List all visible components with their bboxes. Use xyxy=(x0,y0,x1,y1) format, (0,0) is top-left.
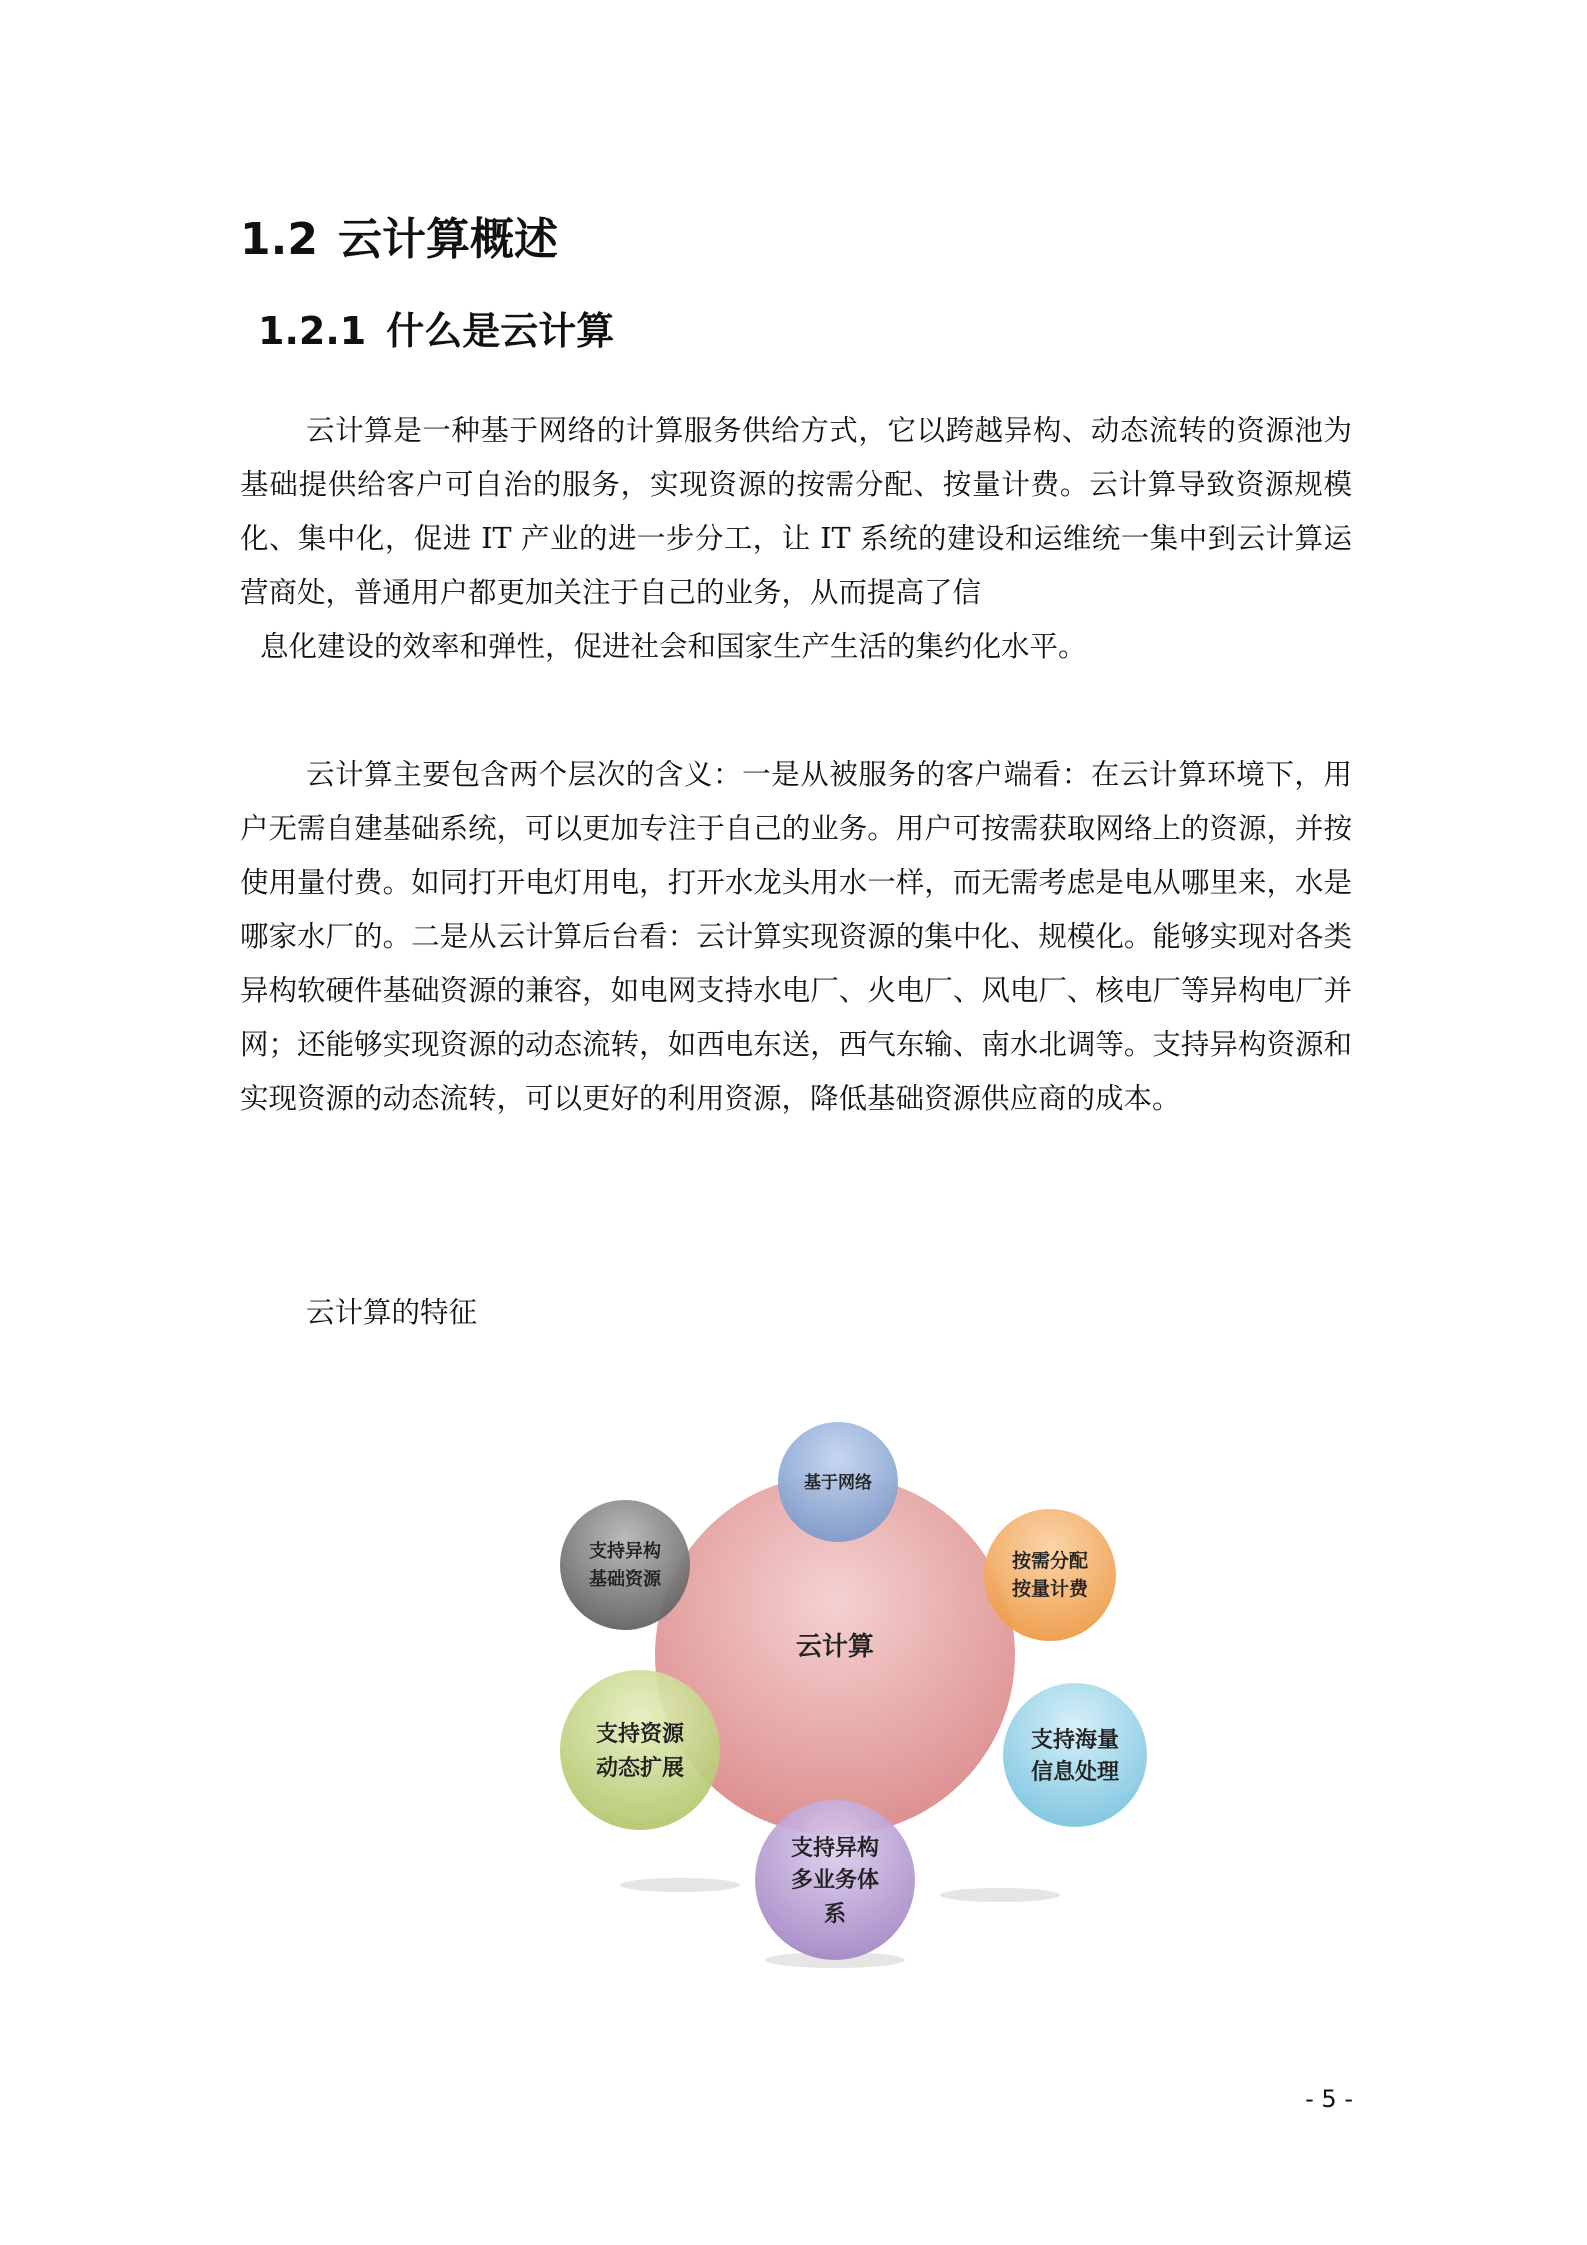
node-heterogeneous-base-label-2: 基础资源 xyxy=(589,1569,661,1590)
node-network-based-label: 基于网络 xyxy=(804,1473,872,1493)
node-heterogeneous-base xyxy=(560,1500,690,1630)
node-massive-info xyxy=(1003,1683,1147,1827)
node-massive-info-label-1: 支持海量 xyxy=(1030,1728,1120,1753)
paragraph-definition-body: 云计算是一种基于网络的计算服务供给方式，它以跨越异构、动态流转的资源池为基础提供给客户可自治的服务，实现资源的按需分配、按量计费。云计算导致资源规模化、集中化，促进 IT 产业的进一步分工，让 IT 系统的建设和运维统一集中到云计算运营商处，普通用户都更加关注于自己的业务，从而提高了信 xyxy=(240,414,1352,609)
section-title: 云计算概述 xyxy=(337,214,558,265)
subsection-number: 1.2.1 xyxy=(258,309,367,353)
node-multi-business-label-1: 支持异构 xyxy=(790,1836,880,1861)
cloud-features-diagram xyxy=(510,1415,1150,1975)
node-on-demand-label-2: 按量计费 xyxy=(1011,1578,1089,1600)
section-heading xyxy=(240,200,558,280)
paragraph-definition-last-line: 息化建设的效率和弹性，促进社会和国家生产生活的集约化水平。 xyxy=(260,630,1087,663)
node-on-demand xyxy=(984,1509,1116,1641)
node-heterogeneous-base-label-1: 支持异构 xyxy=(589,1541,661,1562)
subsection-title: 什么是云计算 xyxy=(386,309,615,353)
figure-caption: 云计算的特征 xyxy=(306,1296,478,1329)
center-label: 云计算 xyxy=(795,1632,875,1662)
node-multi-business-label-3: 系 xyxy=(823,1902,847,1927)
page-number: - 5 - xyxy=(1305,2085,1353,2113)
paragraph-definition xyxy=(240,404,1352,674)
node-dynamic-expansion-label-2: 动态扩展 xyxy=(595,1756,685,1781)
paragraph-meaning: 云计算主要包含两个层次的含义：一是从被服务的客户端看：在云计算环境下，用户无需自建基础系统，可以更加专注于自己的业务。用户可按需获取网络上的资源，并按使用量付费。如同打开电灯用电，打开水龙头用水一样，而无需考虑是电从哪里来，水是哪家水厂的。二是从云计算后台看：云计算实现资源的集中化、规模化。能够实现对各类异构软硬件基础资源的兼容，如电网支持水电厂、火电厂、风电厂、核电厂等异构电厂并网；还能够实现资源的动态流转，如西电东送，西气东输、南水北调等。支持异构资源和实现资源的动态流转，可以更好的利用资源，降低基础资源供应商的成本。 xyxy=(240,758,1352,1115)
node-on-demand-label-1: 按需分配 xyxy=(1011,1550,1089,1572)
section-number: 1.2 xyxy=(240,214,318,265)
node-multi-business-label-2: 多业务体 xyxy=(790,1868,880,1893)
node-dynamic-expansion-label-1: 支持资源 xyxy=(595,1722,685,1747)
node-dynamic-expansion xyxy=(560,1670,720,1830)
subsection-heading xyxy=(258,296,614,366)
node-massive-info-label-2: 信息处理 xyxy=(1030,1760,1120,1785)
